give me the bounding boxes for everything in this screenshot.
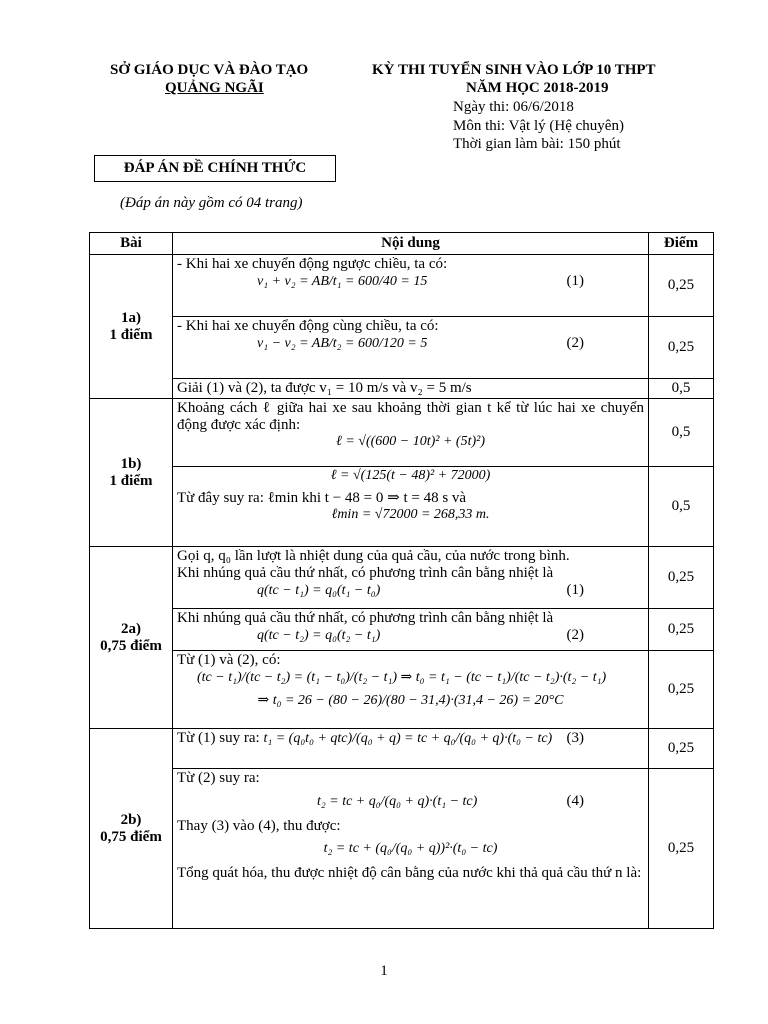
content-text: Tổng quát hóa, thu được nhiệt độ cân bằng của nước khi thả quả cầu thứ n là: [177,865,642,881]
content-text: Thay (3) vào (4), thu được: [177,818,341,834]
exam-title: KỲ THI TUYỂN SINH VÀO LỚP 10 THPT [372,62,656,78]
content-text: - Khi hai xe chuyển động ngược chiều, ta có: [177,256,448,272]
content-text: Khi nhúng quả cầu thứ nhất, có phương trình cân bằng nhiệt là [177,565,554,581]
dept-name: SỞ GIÁO DỤC VÀ ĐÀO TẠO [110,62,309,78]
exam-date: Ngày thi: 06/6/2018 [453,99,574,115]
formula: v₁ − v₂ = AB/t₂ = 600/120 = 5 [257,335,428,351]
part-points: 1 điểm [109,472,153,489]
table-row [90,379,714,399]
part-1b [90,399,173,547]
content-cell [173,317,649,379]
content-cell [173,769,649,929]
table-row [90,769,714,929]
header-bai: Bài [90,233,173,255]
eq-number: (1) [566,273,584,289]
table-row [90,467,714,547]
part-points: 0,75 điểm [100,637,162,654]
eq-number: (1) [566,582,584,598]
formula: ℓmin = √72000 = 268,33 m. [331,507,490,522]
table-row [90,729,714,769]
content-text: Giải (1) và (2), ta được v₁ = 10 m/s và v₂ = 5 m/s [177,380,472,396]
table-row [90,255,714,317]
content-cell [173,651,649,729]
table-header-row [90,233,714,255]
score-cell: 0,5 [649,399,714,467]
answer-table [89,232,714,929]
table-row [90,317,714,379]
content-cell [173,255,649,317]
part-label: 1a) [121,309,141,326]
part-label: 2b) [120,811,142,828]
part-2a [90,547,173,729]
content-cell [173,467,649,547]
score-cell: 0,5 [649,467,714,547]
exam-duration: Thời gian làm bài: 150 phút [453,136,621,152]
header-noidung: Nội dung [173,233,649,255]
formula: ℓ = √(125(t − 48)² + 72000) [330,468,491,483]
content-cell [173,547,649,609]
page-number: 1 [380,963,388,979]
score-cell: 0,25 [649,769,714,929]
score-cell: 0,25 [649,255,714,317]
content-text: Từ (1) suy ra: [177,730,260,746]
exam-subject: Môn thi: Vật lý (Hệ chuyên) [453,118,624,134]
content-text: - Khi hai xe chuyển động cùng chiều, ta có: [177,318,439,334]
formula: ℓ = √((600 − 10t)² + (5t)²) [335,434,485,449]
content-text: Khoảng cách ℓ giữa hai xe sau khoảng thời gian t kể từ lúc hai xe chuyển động được xác định: [177,400,644,433]
score-cell: 0,25 [649,547,714,609]
content-cell [173,729,649,769]
formula: (tc − t₁)/(tc − t₂) = (t₁ − t₀)/(t₂ − t₁) ⇒ t₀ = t₁ − (tc − t₁)/(tc − t₂)·(t₂ − t₁) [197,670,607,685]
part-label: 1b) [120,455,142,472]
part-points: 1 điểm [109,326,153,343]
content-cell [173,609,649,651]
eq-number: (2) [566,627,584,643]
content-text: Gọi q, q₀ lần lượt là nhiệt dung của quả cầu, của nước trong bình. [177,548,570,564]
table-row [90,547,714,609]
content-cell [173,399,649,467]
part-points: 0,75 điểm [100,828,162,845]
table-row [90,399,714,467]
formula: t₂ = tc + (q₀/(q₀ + q))²·(t₀ − tc) [323,841,498,856]
score-cell: 0,25 [649,609,714,651]
score-cell: 0,25 [649,729,714,769]
table-row [90,651,714,729]
part-2b [90,729,173,929]
formula: q(tc − t₁) = q₀(t₁ − t₀) [257,582,381,598]
school-year: NĂM HỌC 2018-2019 [466,80,609,96]
formula: ⇒ t₀ = 26 − (80 − 26)/(80 − 31,4)·(31,4 − 26) = 20°C [257,693,564,708]
score-cell: 0,25 [649,317,714,379]
content-text: Từ (2) suy ra: [177,770,260,786]
content-text: Từ (1) và (2), có: [177,652,281,668]
table-row [90,609,714,651]
formula: v₁ + v₂ = AB/t₁ = 600/40 = 15 [257,273,428,289]
score-cell: 0,25 [649,651,714,729]
eq-number: (3) [566,730,584,746]
page-count-note: (Đáp án này gồm có 04 trang) [120,195,303,211]
header-diem: Điểm [649,233,714,255]
formula: q(tc − t₂) = q₀(t₂ − t₁) [257,627,381,643]
content-cell [173,379,649,399]
province-name: QUẢNG NGÃI [165,80,264,96]
answer-key-title: ĐÁP ÁN ĐỀ CHÍNH THỨC [94,155,336,182]
eq-number: (2) [566,335,584,351]
score-cell: 0,5 [649,379,714,399]
formula: t₂ = tc + q₀/(q₀ + q)·(t₁ − tc) [317,793,478,809]
content-text: Từ đây suy ra: ℓmin khi t − 48 = 0 ⇒ t = 48 s và [177,490,467,506]
part-label: 2a) [121,620,141,637]
eq-number: (4) [566,793,584,809]
content-text: Khi nhúng quả cầu thứ nhất, có phương trình cân bằng nhiệt là [177,610,554,626]
formula: t₁ = (q₀t₀ + qtc)/(q₀ + q) = tc + q₀/(q₀ + q)·(t₀ − tc) [263,731,553,746]
part-1a [90,255,173,399]
